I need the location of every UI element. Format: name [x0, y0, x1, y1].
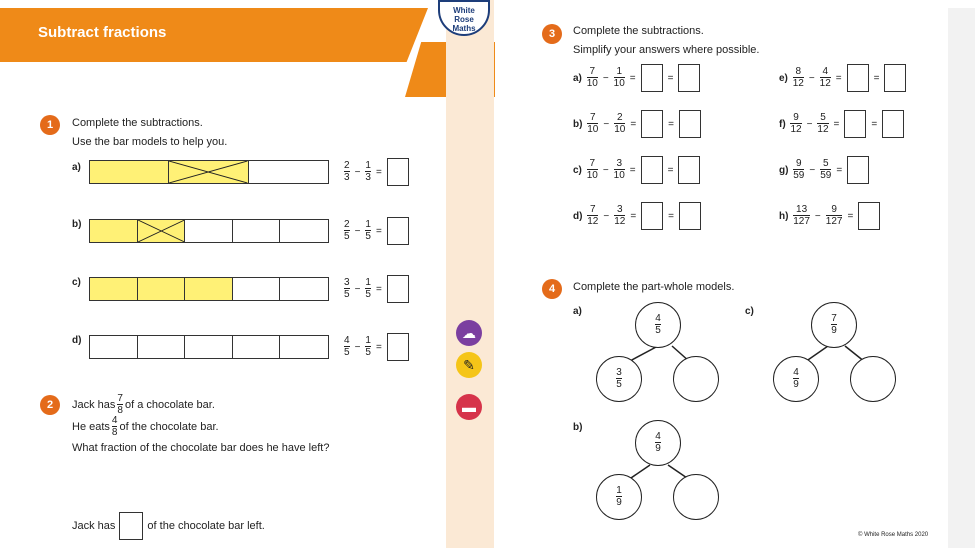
q3-equation-b: b) $\frac{7}{10}$ − $\frac{2}{10}$ = = [573, 110, 703, 138]
part-label: a) [72, 162, 81, 173]
part-circle: $\frac{4}{9}$ [773, 356, 819, 402]
answer-box[interactable] [858, 202, 880, 230]
bar-cell-crossed [138, 220, 186, 242]
q2-question: What fraction of the chocolate bar does he have left? [72, 442, 330, 454]
q3-equation-f: f) $\frac{9}{12}$ − $\frac{5}{12}$ = = [779, 110, 906, 138]
whole-circle: $\frac{4}{5}$ [635, 302, 681, 348]
q2-answer-line: Jack has of the chocolate bar left. [72, 512, 265, 540]
book-icon: ▬ [456, 394, 482, 420]
bar-cell [233, 336, 281, 358]
blank-part-circle[interactable] [673, 356, 719, 402]
thought-cloud-icon: ☁ [456, 320, 482, 346]
question-number: 1 [40, 115, 60, 135]
q3-equation-g: g) $\frac{9}{59}$ − $\frac{5}{59}$ = [779, 156, 871, 184]
question-number: 3 [542, 24, 562, 44]
answer-box[interactable] [847, 156, 869, 184]
logo: White Rose Maths [438, 0, 490, 36]
question-number: 4 [542, 279, 562, 299]
q3-equation-h: h) $\frac{13}{127}$ − $\frac{9}{127}$ = [779, 202, 882, 230]
q2-line1: Jack has $\frac{7}{8}$ of a chocolate bar. [72, 393, 215, 416]
answer-box[interactable] [641, 64, 663, 92]
bar-cell [185, 278, 233, 300]
question-number: 2 [40, 395, 60, 415]
answer-box[interactable] [387, 275, 409, 303]
bar-cell [185, 220, 233, 242]
answer-box[interactable] [387, 333, 409, 361]
part-label: b) [72, 219, 82, 230]
model-label: a) [573, 306, 582, 317]
q1-instruction: Complete the subtractions. [72, 117, 203, 129]
simplified-answer-box[interactable] [679, 110, 701, 138]
bar-cell [90, 220, 138, 242]
bar-cell [280, 220, 328, 242]
model-label: c) [745, 306, 754, 317]
bar-cell [138, 336, 186, 358]
bar-cell-crossed [169, 161, 248, 183]
bar-cell [233, 278, 281, 300]
blank-part-circle[interactable] [673, 474, 719, 520]
whole-circle: $\frac{7}{9}$ [811, 302, 857, 348]
pencil-icon: ✎ [456, 352, 482, 378]
model-label: b) [573, 422, 583, 433]
side-strip [446, 0, 494, 548]
q1-equation-c: $\frac{3}{5}$ − $\frac{1}{5}$ = [342, 275, 411, 303]
simplified-answer-box[interactable] [679, 202, 701, 230]
answer-box[interactable] [844, 110, 866, 138]
whole-circle: $\frac{4}{9}$ [635, 420, 681, 466]
answer-box[interactable] [387, 217, 409, 245]
simplified-answer-box[interactable] [882, 110, 904, 138]
answer-box[interactable] [387, 158, 409, 186]
answer-box[interactable] [119, 512, 143, 540]
q3-equation-d: d) $\frac{7}{12}$ − $\frac{3}{12}$ = = [573, 202, 703, 230]
q1-equation-b: $\frac{2}{5}$ − $\frac{1}{5}$ = [342, 217, 411, 245]
bar-cell [90, 336, 138, 358]
page-title: Subtract fractions [38, 24, 167, 41]
q3-hint: Simplify your answers where possible. [573, 44, 760, 56]
answer-box[interactable] [641, 110, 663, 138]
q3-equation-c: c) $\frac{7}{10}$ − $\frac{3}{10}$ = = [573, 156, 702, 184]
copyright: © White Rose Maths 2020 [858, 532, 929, 538]
page-edge [948, 8, 975, 548]
q3-equation-e: e) $\frac{8}{12}$ − $\frac{4}{12}$ = = [779, 64, 908, 92]
simplified-answer-box[interactable] [678, 64, 700, 92]
answer-box[interactable] [641, 202, 663, 230]
simplified-answer-box[interactable] [884, 64, 906, 92]
bar-cell [90, 161, 169, 183]
q3-equation-a: a) $\frac{7}{10}$ − $\frac{1}{10}$ = = [573, 64, 702, 92]
q4-instruction: Complete the part-whole models. [573, 281, 735, 293]
answer-box[interactable] [847, 64, 869, 92]
q1-equation-d: $\frac{4}{5}$ − $\frac{1}{5}$ = [342, 333, 411, 361]
part-circle: $\frac{3}{5}$ [596, 356, 642, 402]
bar-cell [280, 278, 328, 300]
simplified-answer-box[interactable] [678, 156, 700, 184]
bar-cell [185, 336, 233, 358]
bar-model-a [89, 160, 329, 184]
q1-hint: Use the bar models to help you. [72, 136, 228, 148]
bar-cell [90, 278, 138, 300]
q3-instruction: Complete the subtractions. [573, 25, 704, 37]
bar-model-c [89, 277, 329, 301]
part-label: d) [72, 335, 82, 346]
bar-cell [280, 336, 328, 358]
q2-line2: He eats $\frac{4}{8}$ of the chocolate bar. [72, 415, 219, 438]
q1-equation-a: $\frac{2}{3}$ − $\frac{1}{3}$ = [342, 158, 411, 186]
part-circle: $\frac{1}{9}$ [596, 474, 642, 520]
bar-cell [138, 278, 186, 300]
bar-model-b [89, 219, 329, 243]
bar-cell [233, 220, 281, 242]
blank-part-circle[interactable] [850, 356, 896, 402]
part-label: c) [72, 277, 81, 288]
answer-box[interactable] [641, 156, 663, 184]
bar-model-d [89, 335, 329, 359]
bar-cell [249, 161, 328, 183]
